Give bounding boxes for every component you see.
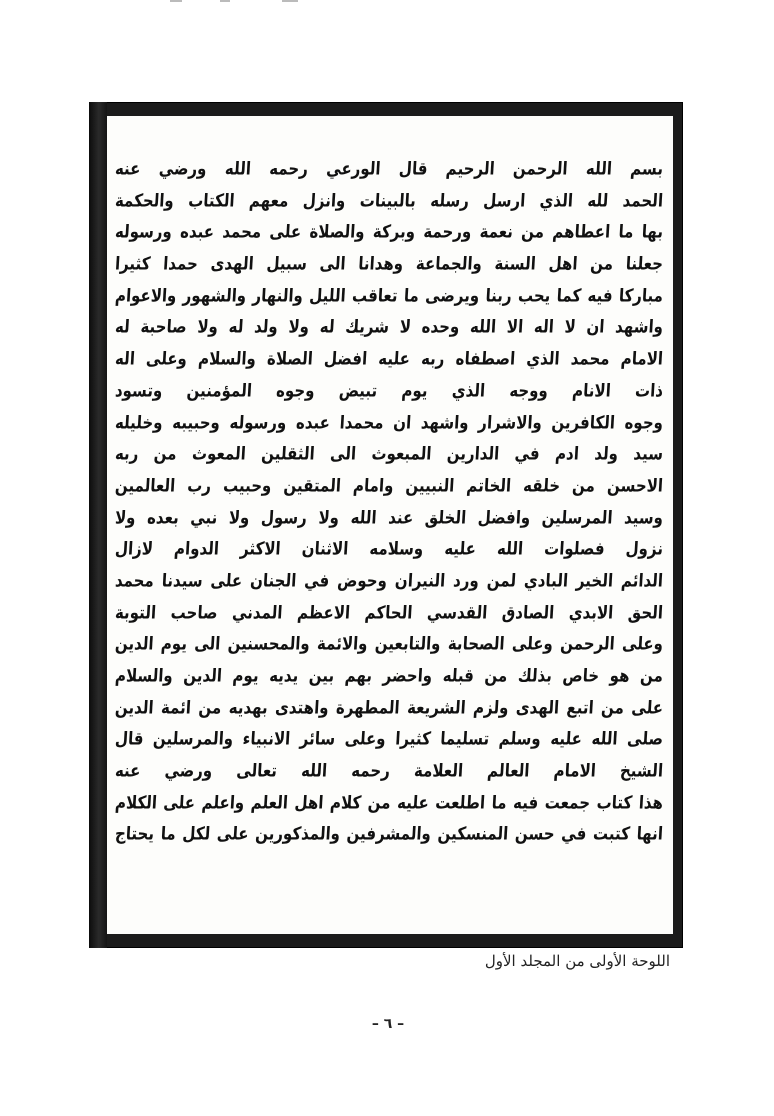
manuscript-text-block	[115, 154, 663, 916]
manuscript-line: الدائم الخير البادي لمن ورد النيران وحوض في الجنان على سيدنا محمد	[114, 570, 664, 592]
manuscript-line: هذا كتاب جمعت فيه ما اطلعت عليه من كلام اهل العلم واعلم على الكلام	[114, 791, 664, 814]
manuscript-line: الحق الابدي الصادق القدسي الحاكم الاعظم المدني صاحب التوبة	[114, 601, 664, 624]
manuscript-line: بها ما اعطاهم من نعمة ورحمة وبركة والصلاة على محمد عبده ورسوله	[114, 221, 664, 243]
manuscript-line: مباركا فيه كما يحب ربنا ويرضى ما تعاقب الليل والنهار والشهور والاعوام	[114, 284, 664, 307]
scan-edge-marks	[170, 0, 300, 4]
manuscript-line: الحمد لله الذي ارسل رسله بالبينات وانزل معهم الكتاب والحكمة	[114, 189, 664, 212]
manuscript-line: ذات الانام ووجه الذي يوم تبيض وجوه المؤمنين وتسود	[114, 380, 664, 402]
manuscript-line: وسيد المرسلين وافضل الخلق عند الله ولا رسول ولا نبي بعده ولا	[114, 506, 664, 529]
manuscript-line: صلى الله عليه وسلم تسليما كثيرا وعلى سائر الانبياء والمرسلين قال	[114, 728, 664, 750]
manuscript-line: سيد ولد ادم في الدارين المبعوث الى الثقلين المعوث من ربه	[114, 443, 664, 465]
manuscript-line: انها كتبت في حسن المنسكين والمشرفين والمذكورين على لكل ما يحتاج	[114, 823, 664, 845]
manuscript-line: من هو خاص بذلك من قبله واحضر بهم بين يديه يوم الدين والسلام	[114, 665, 664, 687]
manuscript-line: الامام محمد الذي اصطفاه ربه عليه افضل الصلاة والسلام وعلى اله	[114, 348, 664, 370]
manuscript-line: على من اتبع الهدى ولزم الشريعة المطهرة واهتدى بهديه من ائمة الدين	[114, 696, 664, 719]
manuscript-line: وعلى الرحمن وعلى الصحابة والتابعين والائمة والمحسنين الى يوم الدين	[114, 633, 664, 655]
manuscript-plate-frame	[89, 102, 683, 948]
plate-caption: اللوحة الأولى من المجلد الأول	[484, 952, 670, 970]
manuscript-line: واشهد ان لا اله الا الله وحده لا شريك له ولا ولد له ولا صاحبة له	[114, 316, 664, 338]
manuscript-line: وجوه الكافرين والاشرار واشهد ان محمدا عبده ورسوله وحبيبه وخليله	[114, 411, 664, 433]
manuscript-line: بسم الله الرحمن الرحيم قال الورعي رحمه الله ورضي عنه	[114, 158, 664, 180]
manuscript-line: الشيخ الامام العالم العلامة رحمه الله تعالى ورضي عنه	[114, 760, 664, 782]
page-number: – ٦ –	[371, 1016, 405, 1032]
manuscript-line: نزول فصلوات الله عليه وسلامه الاثنان الاكثر الدوام لازال	[114, 538, 664, 560]
manuscript-line: جعلنا من اهل السنة والجماعة وهدانا الى سبيل الهدى حمدا كثيرا	[114, 253, 664, 275]
manuscript-line: الاحسن من خلقه الخاتم النبيين وامام المتقين وحبيب رب العالمين	[114, 475, 664, 497]
manuscript-page	[107, 116, 673, 934]
frame-shadow-edge	[89, 102, 107, 948]
